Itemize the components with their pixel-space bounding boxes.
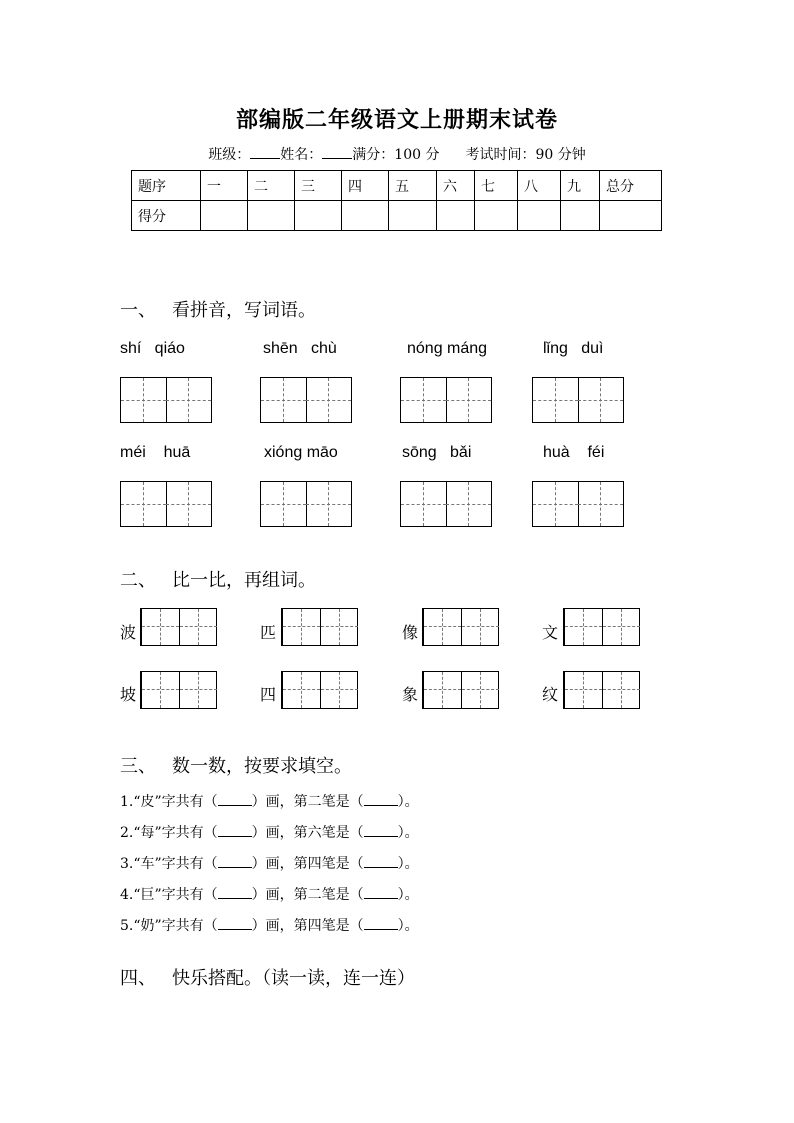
writing-grid[interactable] — [532, 481, 624, 527]
question-prefix: 2.“每”字共有（ — [120, 825, 218, 841]
full-score-label: 满分：100 分 — [352, 147, 440, 163]
pinyin-label: sōng bǎi — [402, 444, 472, 461]
stroke-count-blank[interactable] — [218, 855, 252, 868]
question-mid: ）画，第二笔是（ — [251, 887, 364, 903]
score-header-cell: 二 — [248, 171, 295, 201]
score-cell[interactable] — [295, 201, 342, 231]
section-1-title: 看拼音，写词语。 — [172, 300, 316, 321]
student-info-line — [0, 144, 794, 164]
word-grid[interactable] — [563, 671, 640, 709]
question-mid: ）画，第四笔是（ — [251, 918, 364, 934]
name-label: 姓名： — [280, 147, 323, 163]
score-header-cell: 九 — [561, 171, 600, 201]
score-cell[interactable] — [342, 201, 389, 231]
score-header-cell: 四 — [342, 171, 389, 201]
pinyin-label: shēn chù — [263, 340, 337, 357]
question-mid: ）画，第二笔是（ — [251, 794, 364, 810]
word-grid[interactable] — [422, 608, 499, 646]
pinyin-label: méi huā — [120, 444, 191, 461]
stroke-answer-blank[interactable] — [364, 824, 398, 837]
section-3-heading — [120, 752, 352, 778]
score-header-cell: 八 — [518, 171, 561, 201]
stroke-answer-blank[interactable] — [364, 855, 398, 868]
score-header-cell: 五 — [389, 171, 437, 201]
compare-char: 象 — [402, 685, 419, 704]
question-prefix: 4.“巨”字共有（ — [120, 887, 218, 903]
section-4-number: 四、 — [120, 968, 156, 989]
question-mid: ）画，第六笔是（ — [251, 825, 364, 841]
exam-time-label: 考试时间：90 分钟 — [465, 147, 586, 163]
class-blank[interactable] — [250, 146, 280, 159]
question-prefix: 3.“车”字共有（ — [120, 856, 218, 872]
section-3-number: 三、 — [120, 756, 156, 777]
writing-grid[interactable] — [400, 481, 492, 527]
question-item — [120, 884, 419, 904]
word-grid[interactable] — [140, 671, 217, 709]
compare-char: 波 — [120, 623, 137, 642]
score-cell[interactable] — [600, 201, 662, 231]
stroke-answer-blank[interactable] — [364, 886, 398, 899]
section-4-heading — [120, 964, 415, 990]
word-grid[interactable] — [281, 608, 358, 646]
score-cell[interactable] — [201, 201, 248, 231]
stroke-count-blank[interactable] — [218, 824, 252, 837]
question-item — [120, 915, 419, 935]
writing-grid[interactable] — [120, 377, 212, 423]
stroke-count-blank[interactable] — [218, 793, 252, 806]
pinyin-label: xióng māo — [264, 444, 338, 461]
pinyin-label: lǐng duì — [543, 340, 604, 357]
class-label: 班级： — [208, 147, 251, 163]
stroke-count-blank[interactable] — [218, 886, 252, 899]
stroke-answer-blank[interactable] — [364, 917, 398, 930]
writing-grid[interactable] — [260, 377, 352, 423]
score-header-cell: 总分 — [600, 171, 662, 201]
score-cell[interactable] — [248, 201, 295, 231]
pinyin-label: shí qiáo — [120, 340, 185, 357]
compare-char: 匹 — [260, 623, 277, 642]
compare-char: 纹 — [542, 685, 559, 704]
word-grid[interactable] — [563, 608, 640, 646]
compare-char: 文 — [542, 623, 559, 642]
score-cell[interactable] — [475, 201, 518, 231]
pinyin-label: nóng máng — [407, 340, 488, 357]
word-grid[interactable] — [422, 671, 499, 709]
writing-grid[interactable] — [260, 481, 352, 527]
writing-grid[interactable] — [400, 377, 492, 423]
section-2-heading — [120, 566, 316, 592]
score-table-score-row — [132, 201, 662, 231]
score-header-cell: 题序 — [132, 171, 201, 201]
compare-char: 四 — [260, 685, 277, 704]
score-cell[interactable] — [389, 201, 437, 231]
page-title: 部编版二年级语文上册期末试卷 — [235, 107, 558, 133]
compare-char: 像 — [402, 623, 419, 642]
question-prefix: 5.“奶”字共有（ — [120, 918, 218, 934]
question-item — [120, 791, 419, 811]
writing-grid[interactable] — [532, 377, 624, 423]
section-1-number: 一、 — [120, 300, 156, 321]
name-blank[interactable] — [322, 146, 352, 159]
question-item — [120, 853, 419, 873]
score-header-cell: 一 — [201, 171, 248, 201]
question-suffix: ）。 — [397, 918, 419, 934]
score-cell[interactable] — [518, 201, 561, 231]
stroke-answer-blank[interactable] — [364, 793, 398, 806]
writing-grid[interactable] — [120, 481, 212, 527]
score-row-label: 得分 — [132, 201, 201, 231]
score-header-cell: 六 — [437, 171, 475, 201]
score-cell[interactable] — [561, 201, 600, 231]
score-header-cell: 三 — [295, 171, 342, 201]
score-cell[interactable] — [437, 201, 475, 231]
score-table-header-row — [132, 171, 662, 201]
section-3-title: 数一数，按要求填空。 — [172, 756, 352, 777]
pinyin-label: huà féi — [543, 444, 605, 461]
score-table — [131, 170, 662, 231]
stroke-count-blank[interactable] — [218, 917, 252, 930]
question-item — [120, 822, 419, 842]
section-1-heading — [120, 296, 316, 322]
section-2-title: 比一比，再组词。 — [172, 570, 316, 591]
section-2-number: 二、 — [120, 570, 156, 591]
score-header-cell: 七 — [475, 171, 518, 201]
question-mid: ）画，第四笔是（ — [251, 856, 364, 872]
section-4-title: 快乐搭配。（读一读，连一连） — [172, 968, 415, 989]
question-suffix: ）。 — [397, 887, 419, 903]
question-prefix: 1.“皮”字共有（ — [120, 794, 218, 810]
compare-char: 坡 — [120, 685, 137, 704]
question-suffix: ）。 — [397, 856, 419, 872]
word-grid[interactable] — [281, 671, 358, 709]
word-grid[interactable] — [140, 608, 217, 646]
question-suffix: ）。 — [397, 794, 419, 810]
question-suffix: ）。 — [397, 825, 419, 841]
